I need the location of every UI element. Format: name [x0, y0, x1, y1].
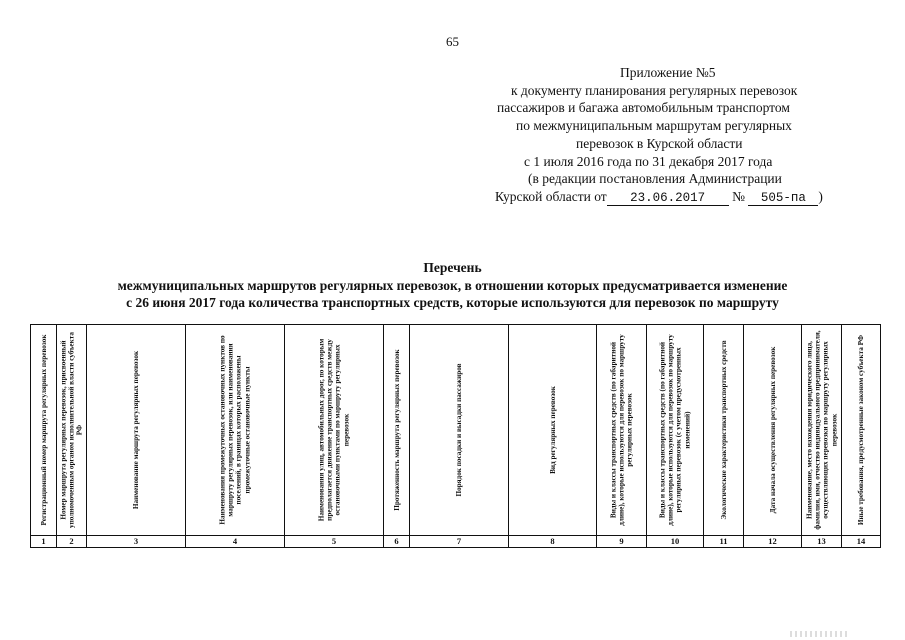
list-subtitle-1: межмуниципальных маршрутов регулярных перевозок, в отношении которых предусматривается изменение — [117, 278, 788, 293]
header-cell — [57, 325, 87, 536]
routes-table — [30, 324, 881, 548]
column-number: 5 — [285, 536, 384, 548]
header-cell — [186, 325, 285, 536]
header-text: Виды и классы транспортных средств (по габаритной длине), которые используются для перевозок по маршруту регулярных перевозок (с учетом предусмотренных изменений) — [658, 334, 692, 526]
column-number: 12 — [744, 536, 802, 548]
header-text: Виды и классы транспортных средств (по габаритной длине), которые используются для перевозок по маршруту регулярных перевозок — [609, 334, 634, 526]
header-cell — [802, 325, 842, 536]
appendix-line-date — [495, 188, 823, 206]
header-cell — [842, 325, 881, 536]
header-text: Вид регулярных перевозок — [548, 386, 557, 474]
column-number: 8 — [509, 536, 597, 548]
column-number: 4 — [186, 536, 285, 548]
column-number: 9 — [597, 536, 647, 548]
header-cell — [31, 325, 57, 536]
appendix-line: перевозок в Курской области — [576, 136, 743, 151]
header-text: Наименование маршрута регулярных перевозок — [131, 350, 140, 510]
date-value: 23.06.2017 — [607, 191, 729, 206]
list-title: Перечень — [423, 260, 482, 275]
header-cell — [87, 325, 186, 536]
header-cell — [647, 325, 704, 536]
scan-artifact — [790, 631, 850, 637]
column-number: 10 — [647, 536, 704, 548]
header-cell — [384, 325, 410, 536]
header-text: Наименования промежуточных остановочных пунктов по маршруту регулярных перевозок, или наименования поселений, в границах которых расположены промежуточные остановочные пункты — [218, 335, 252, 525]
appendix-line: по межмуниципальным маршрутам регулярных — [516, 118, 792, 133]
document-number: 505-па — [748, 191, 818, 206]
column-number-row — [31, 536, 881, 548]
close-paren: ) — [818, 189, 823, 204]
header-cell — [410, 325, 509, 536]
header-text: Наименование, место нахождения юридического лица, фамилия, имя, отчество индивидуального предпринимателя, осуществляющих перевозки по маршруту регулярных перевозок — [805, 330, 838, 530]
header-row — [31, 325, 881, 536]
number-sign: № — [732, 189, 745, 204]
header-cell — [744, 325, 802, 536]
header-text: Порядок посадки и высадки пассажиров — [454, 363, 463, 497]
header-text: Наименования улиц, автомобильных дорог, по которым предполагается движение транспортных средств между остановочными пунктами по маршруту регулярных перевозок — [317, 338, 351, 522]
column-number: 7 — [410, 536, 509, 548]
header-text: Иные требования, предусмотренные законом субъекта РФ — [856, 334, 865, 526]
header-text: Номер маршрута регулярных перевозок, присвоенный уполномоченным органом исполнительной власти субъекта РФ — [59, 332, 84, 528]
column-number: 3 — [87, 536, 186, 548]
header-cell — [509, 325, 597, 536]
column-number: 1 — [31, 536, 57, 548]
header-cell — [704, 325, 744, 536]
header-text: Регистрационный номер маршрута регулярных перевозок — [39, 334, 48, 526]
page-number: 65 — [446, 34, 459, 49]
header-text: Дата начала осуществления регулярных перевозок — [768, 346, 777, 514]
column-number: 14 — [842, 536, 881, 548]
appendix-line: Приложение №5 — [620, 65, 716, 80]
header-text: Экологические характеристики транспортных средств — [719, 340, 728, 520]
appendix-line: с 1 июля 2016 года по 31 декабря 2017 года — [524, 154, 773, 169]
header-text: Протяженность маршрута регулярных перевозок — [392, 349, 401, 511]
header-cell — [285, 325, 384, 536]
date-prefix: Курской области от — [495, 189, 607, 204]
column-number: 13 — [802, 536, 842, 548]
header-cell — [597, 325, 647, 536]
appendix-line: (в редакции постановления Администрации — [528, 171, 782, 186]
column-number: 6 — [384, 536, 410, 548]
appendix-line: пассажиров и багажа автомобильным транспортом — [497, 100, 790, 115]
column-number: 11 — [704, 536, 744, 548]
list-subtitle-2: с 26 июня 2017 года количества транспортных средств, которые используются для перевозок по маршруту — [126, 295, 779, 310]
appendix-line: к документу планирования регулярных перевозок — [511, 83, 798, 98]
column-number: 2 — [57, 536, 87, 548]
